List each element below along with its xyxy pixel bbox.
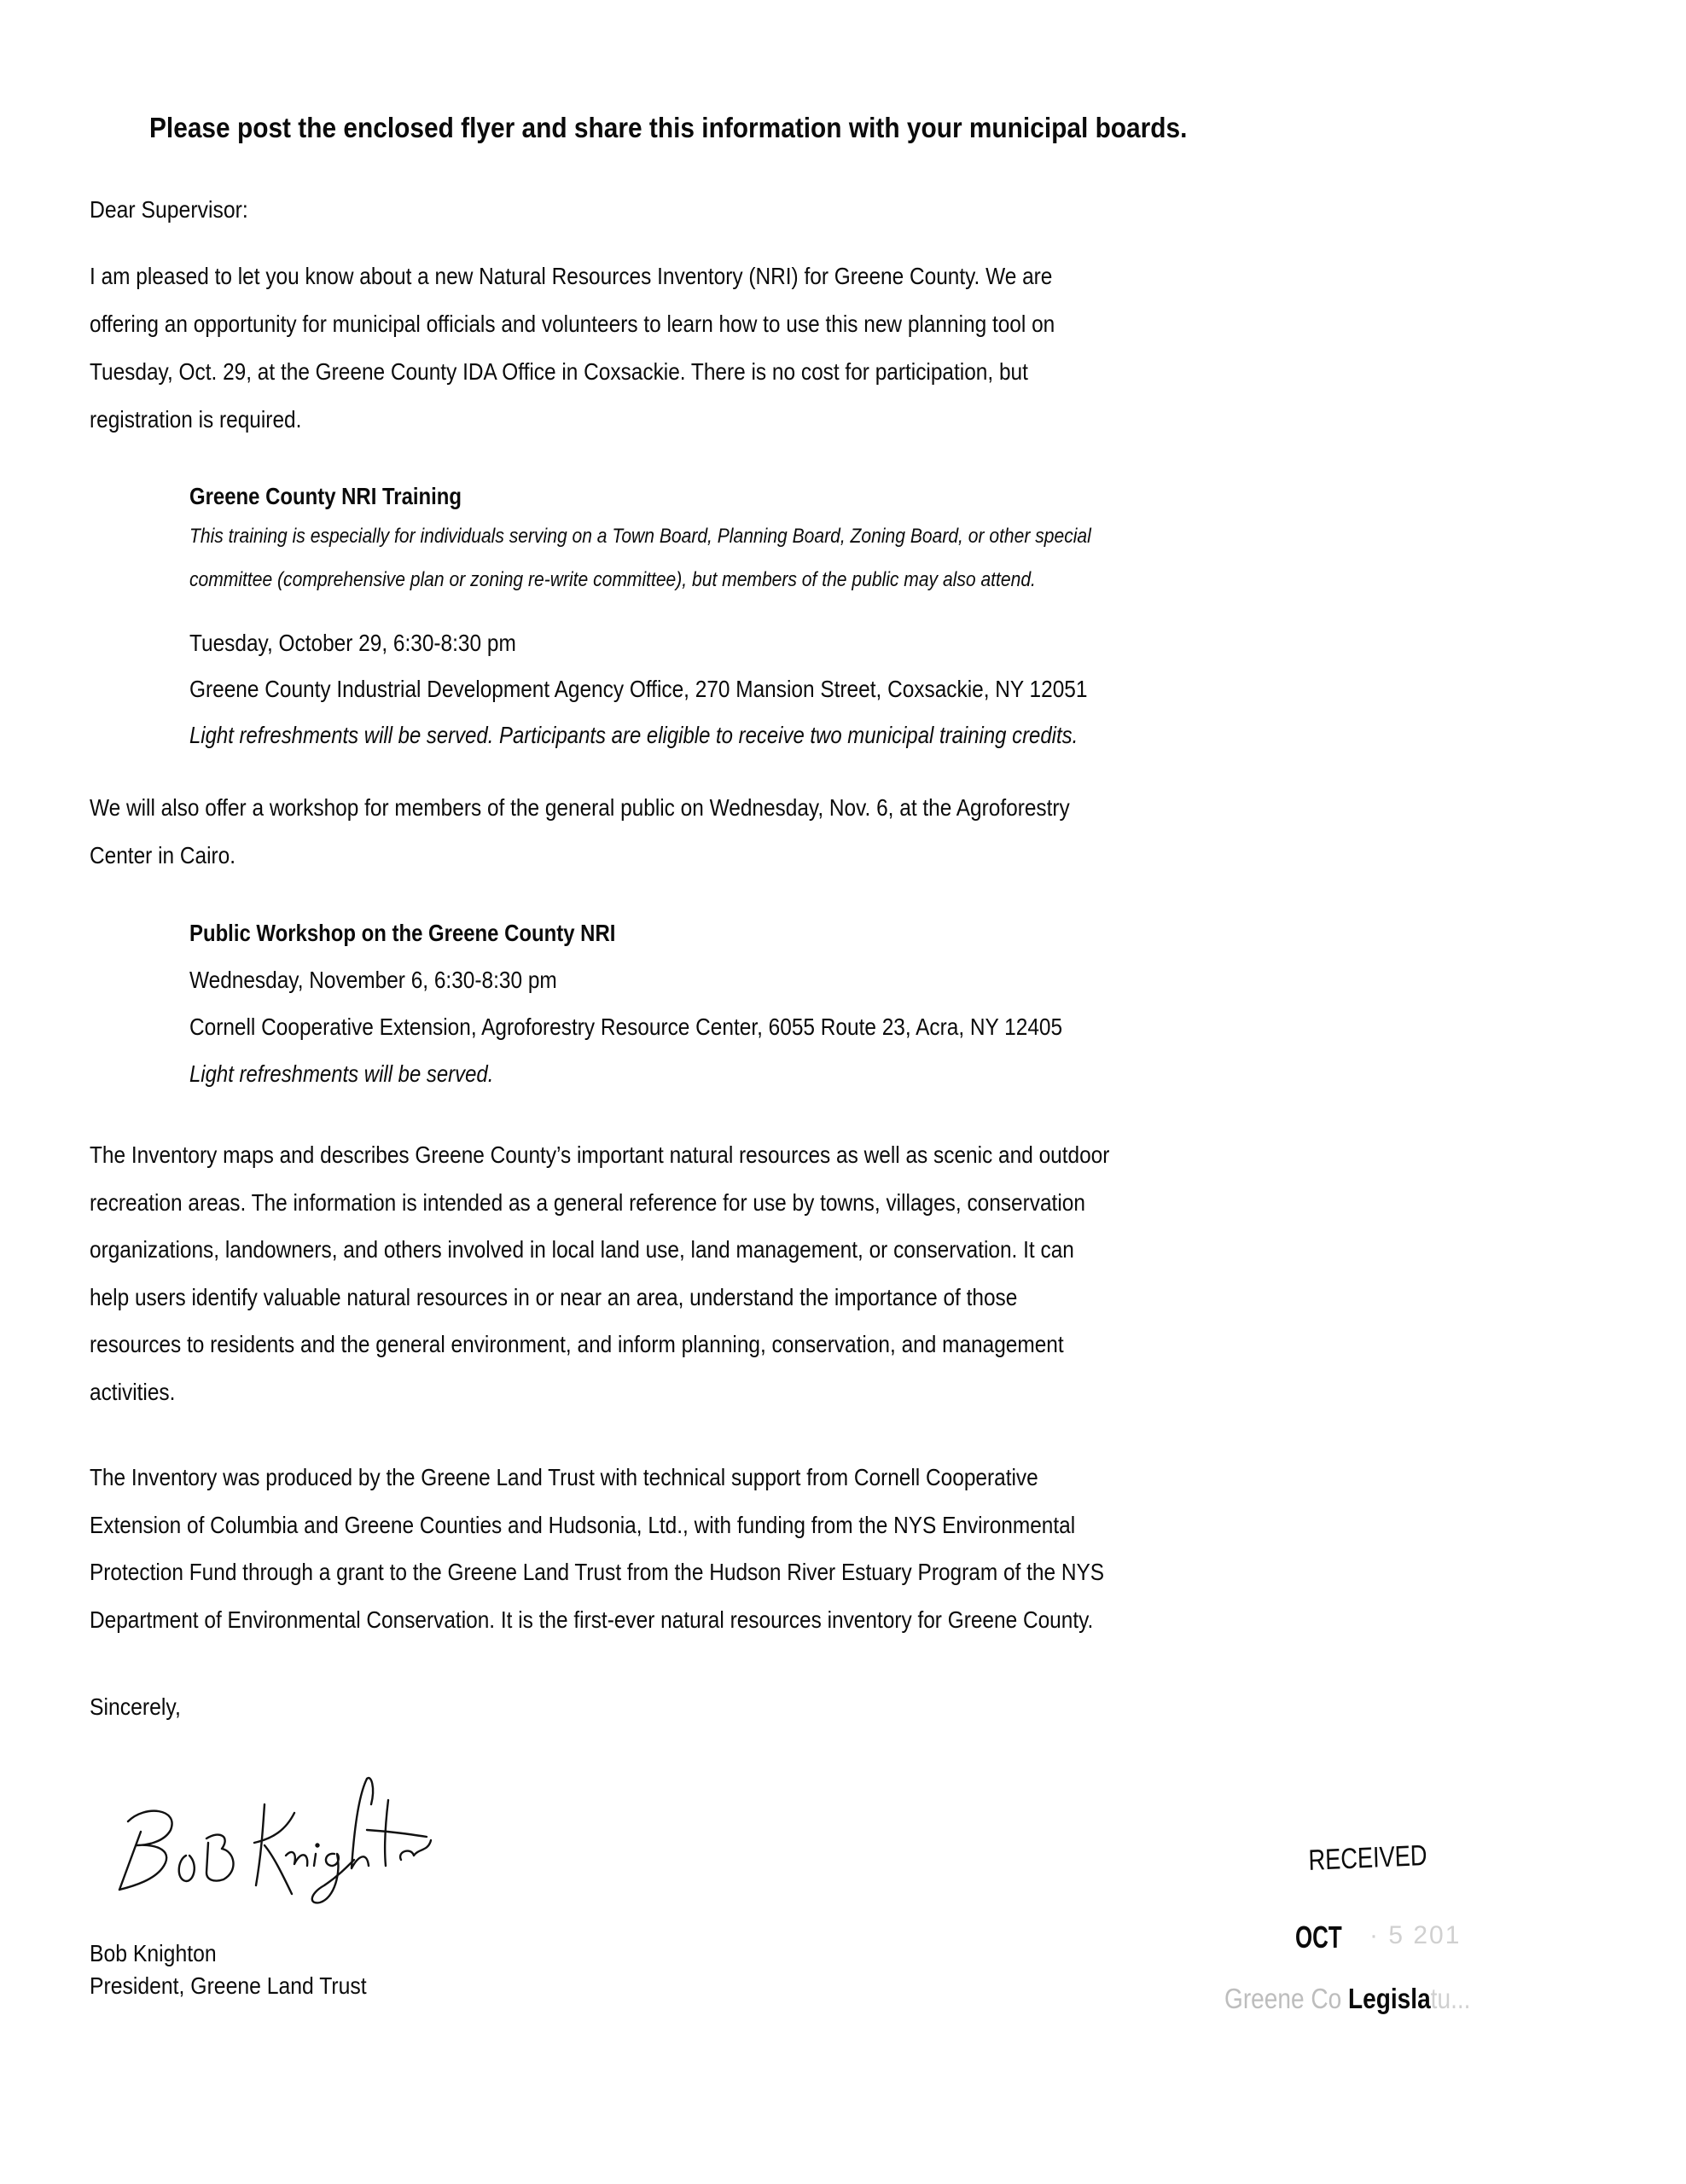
stamp-received: RECEIVED [1308,1838,1428,1877]
signer-title: President, Greene Land Trust [90,1972,367,1999]
salutation: Dear Supervisor: [90,196,248,223]
funding-line: The Inventory was produced by the Greene Land Trust with technical support from Cornell Cooperative [90,1464,1038,1490]
training-note: Light refreshments will be served. Participants are eligible to receive two municipal training credits. [189,722,1078,748]
workshop-date-time: Wednesday, November 6, 6:30-8:30 pm [189,967,557,993]
stamp-org-faded: Greene Co [1224,1983,1342,2014]
training-date-time: Tuesday, October 29, 6:30-8:30 pm [189,630,516,656]
stamp-org-tail: tu... [1430,1983,1471,2014]
funding-line: Extension of Columbia and Greene Counties and Hudsonia, Ltd., with funding from the NYS Environmental [90,1512,1076,1538]
training-description-line: This training is especially for individuals serving on a Town Board, Planning Board, Zoning Board, or other special [189,525,1091,548]
inventory-line: resources to residents and the general environment, and inform planning, conservation, and management [90,1331,1064,1357]
stamp-org-bold: Legisla [1348,1983,1431,2014]
intro-line: Tuesday, Oct. 29, at the Greene County IDA Office in Coxsackie. There is no cost for participation, but [90,358,1028,385]
funding-line: Department of Environmental Conservation. It is the first-ever natural resources inventory for Greene County. [90,1606,1094,1633]
inventory-line: organizations, landowners, and others involved in local land use, land management, or conservation. It can [90,1236,1074,1263]
signature-icon [111,1770,555,1949]
inventory-line: recreation areas. The information is intended as a general reference for use by towns, villages, conservation [90,1189,1085,1216]
inventory-line: help users identify valuable natural resources in or near an area, understand the importance of those [90,1284,1018,1310]
stamp-month: OCT [1295,1920,1342,1955]
intro-line: registration is required. [90,406,302,433]
inventory-line: The Inventory maps and describes Greene County’s important natural resources as well as scenic and outdoor [90,1141,1110,1168]
stamp-organization [1224,1983,1470,2015]
intro-line: offering an opportunity for municipal officials and volunteers to learn how to use this new planning tool on [90,311,1055,337]
workshop-intro-line: Center in Cairo. [90,842,236,868]
inventory-line: activities. [90,1379,176,1405]
workshop-note: Light refreshments will be served. [189,1060,494,1087]
workshop-location: Cornell Cooperative Extension, Agroforestry Resource Center, 6055 Route 23, Acra, NY 12405 [189,1014,1063,1040]
workshop-heading: Public Workshop on the Greene County NRI [189,920,616,946]
letter-title: Please post the enclosed flyer and share this information with your municipal boards. [149,112,1188,143]
closing: Sincerely, [90,1693,181,1720]
stamp-date: · 5 201 [1369,1921,1462,1949]
training-heading: Greene County NRI Training [189,483,462,509]
training-location: Greene County Industrial Development Agency Office, 270 Mansion Street, Coxsackie, NY 12051 [189,676,1088,702]
signer-name: Bob Knighton [90,1940,217,1966]
training-description-line: committee (comprehensive plan or zoning re-write committee), but members of the public may also attend. [189,568,1036,591]
funding-line: Protection Fund through a grant to the Greene Land Trust from the Hudson River Estuary Program of the NYS [90,1559,1105,1585]
intro-line: I am pleased to let you know about a new Natural Resources Inventory (NRI) for Greene County. We are [90,263,1053,289]
workshop-intro-line: We will also offer a workshop for members of the general public on Wednesday, Nov. 6, at the Agroforestry [90,794,1070,821]
